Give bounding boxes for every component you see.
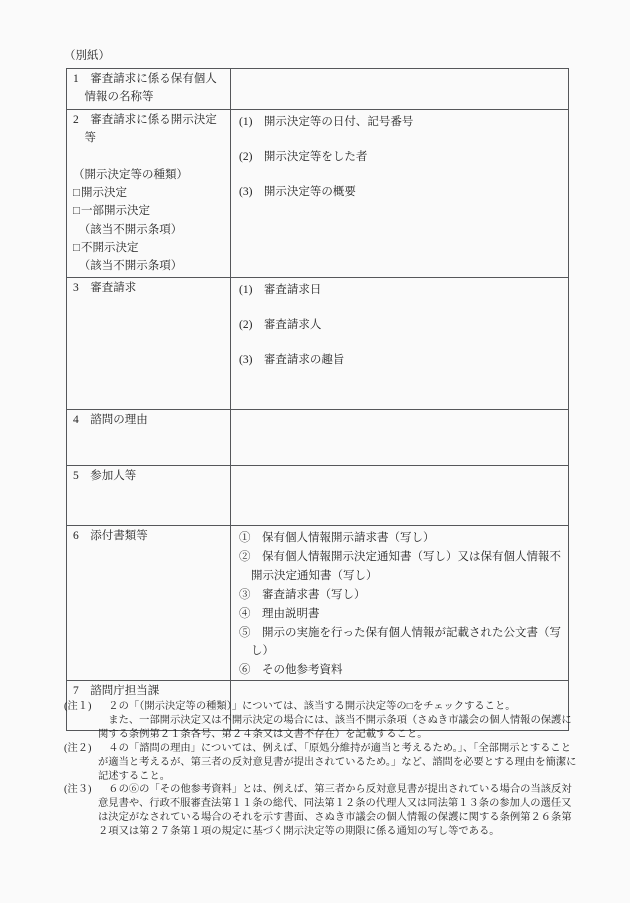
row6-item-cell bbox=[67, 526, 231, 681]
decision-kind-header: （開示決定等の種類） bbox=[73, 168, 188, 181]
note-line: また、一部開示決定又は不開示決定の場合には、該当不開示条項（さぬき市議会の個人情報の保護に bbox=[98, 714, 572, 726]
table-row-5 bbox=[67, 466, 569, 526]
note-2 bbox=[64, 742, 578, 784]
table-row-1 bbox=[67, 69, 569, 110]
checkbox-option bbox=[73, 202, 226, 220]
row-title-line: 5 参加人等 bbox=[73, 470, 137, 482]
row5-content-cell bbox=[231, 466, 569, 526]
table-row-4 bbox=[67, 410, 569, 466]
row1-content-cell bbox=[231, 69, 569, 110]
attachment-list-line: ② 保有個人情報開示決定通知書（写し）又は保有個人情報不 bbox=[239, 550, 561, 563]
attachment-list-line: し） bbox=[251, 645, 274, 658]
numbered-item: (3) 開示決定等の概要 bbox=[239, 186, 356, 198]
checkbox-label: 開示決定 bbox=[80, 187, 127, 200]
table-row-6 bbox=[67, 526, 569, 681]
note-line: ６の⑥の「その他参考資料」とは、例えば、第三者から反対意見書が提出されている場合の当該反対 bbox=[98, 784, 572, 796]
note-line: 関する条例第２１条各号、第２４条又は文書不存在）を記載すること。 bbox=[98, 728, 428, 740]
note-line: ４の「諮問の理由」については、例えば、「原処分維持が適当と考えるため。」、「全部開示とすること bbox=[98, 742, 572, 754]
checkbox-icon: □ bbox=[73, 205, 80, 218]
note-label: (注１) bbox=[64, 701, 92, 712]
row4-item-cell bbox=[67, 410, 231, 466]
row2-content-cell bbox=[231, 110, 569, 278]
checkbox-option-sub: （該当不開示条項） bbox=[73, 223, 183, 236]
checkbox-option bbox=[73, 239, 226, 257]
note-line: ２の「（開示決定等の種類）」については、該当する開示決定等の□をチェックすること。 bbox=[98, 701, 516, 712]
row2-item-cell bbox=[67, 110, 231, 278]
table-row-2 bbox=[67, 110, 569, 278]
row-title-line: 6 添付書類等 bbox=[73, 530, 148, 542]
row-title-line: 4 諮問の理由 bbox=[73, 414, 148, 426]
note-line: 記述すること。 bbox=[98, 770, 171, 782]
checkbox-icon: □ bbox=[73, 187, 80, 200]
note-1 bbox=[64, 700, 578, 742]
note-line: 意見書や、行政不服審査法第１１条の総代、同法第１２条の代理人又は同法第１３条の参加人の選任又 bbox=[98, 798, 572, 810]
row-title-line: 7 諮問庁担当課 bbox=[73, 685, 160, 698]
note-label: (注２) bbox=[64, 742, 92, 754]
attachment-list-line: ① 保有個人情報開示請求書（写し） bbox=[239, 532, 435, 544]
row-title-line: 3 審査請求 bbox=[73, 282, 137, 294]
numbered-item: (3) 審査請求の趣旨 bbox=[239, 354, 345, 366]
numbered-item: (2) 審査請求人 bbox=[239, 319, 322, 331]
row3-item-cell bbox=[67, 278, 231, 410]
attachment-list-line: ④ 理由説明書 bbox=[239, 607, 320, 620]
note-line: ２項又は第２７条第１項の規定に基づく開示決定等の期限に係る通知の写し等である。 bbox=[98, 826, 500, 838]
row-title-line: 2 審査請求に係る開示決定 bbox=[73, 114, 217, 126]
table-row-3 bbox=[67, 278, 569, 410]
note-line: が適当と考えるが、第三者の反対意見書が提出されているため。」など、諮問を必要とする理由を簡潔に bbox=[98, 756, 577, 768]
row6-content-cell bbox=[231, 526, 569, 681]
checkbox-option-sub: （該当不開示条項） bbox=[73, 260, 183, 273]
attachment-list-line: ③ 審査請求書（写し） bbox=[239, 588, 366, 601]
checkbox-label: 不開示決定 bbox=[80, 242, 139, 255]
attachment-list-line: ⑤ 開示の実施を行った保有個人情報が記載された公文書（写 bbox=[239, 626, 561, 639]
numbered-item: (1) 審査請求日 bbox=[239, 284, 322, 296]
row5-item-cell bbox=[67, 466, 231, 526]
attachment-label: （別紙） bbox=[64, 50, 110, 62]
row-title-line: 情報の名称等 bbox=[73, 91, 154, 104]
form-table bbox=[66, 68, 569, 731]
attachment-list-line: 開示決定通知書（写し） bbox=[251, 569, 378, 582]
attachment-list-line: ⑥ その他参考資料 bbox=[239, 664, 343, 677]
note-3 bbox=[64, 783, 578, 839]
row-title-line: 1 審査請求に係る保有個人 bbox=[73, 73, 217, 85]
footnotes bbox=[64, 700, 578, 839]
note-label: (注３) bbox=[64, 784, 92, 796]
row1-item-cell bbox=[67, 69, 231, 110]
checkbox-option bbox=[73, 184, 226, 202]
numbered-item: (2) 開示決定等をした者 bbox=[239, 151, 368, 163]
row3-content-cell bbox=[231, 278, 569, 410]
checkbox-icon: □ bbox=[73, 242, 80, 255]
blank-line bbox=[73, 148, 226, 166]
numbered-item: (1) 開示決定等の日付、記号番号 bbox=[239, 116, 414, 128]
row4-content-cell bbox=[231, 410, 569, 466]
row-title-line: 等 bbox=[73, 132, 96, 145]
checkbox-label: 一部開示決定 bbox=[80, 205, 150, 218]
note-line: は決定がなされている場合のそれを示す書面、さぬき市議会の個人情報の保護に関する条例第２６条第 bbox=[98, 812, 572, 824]
